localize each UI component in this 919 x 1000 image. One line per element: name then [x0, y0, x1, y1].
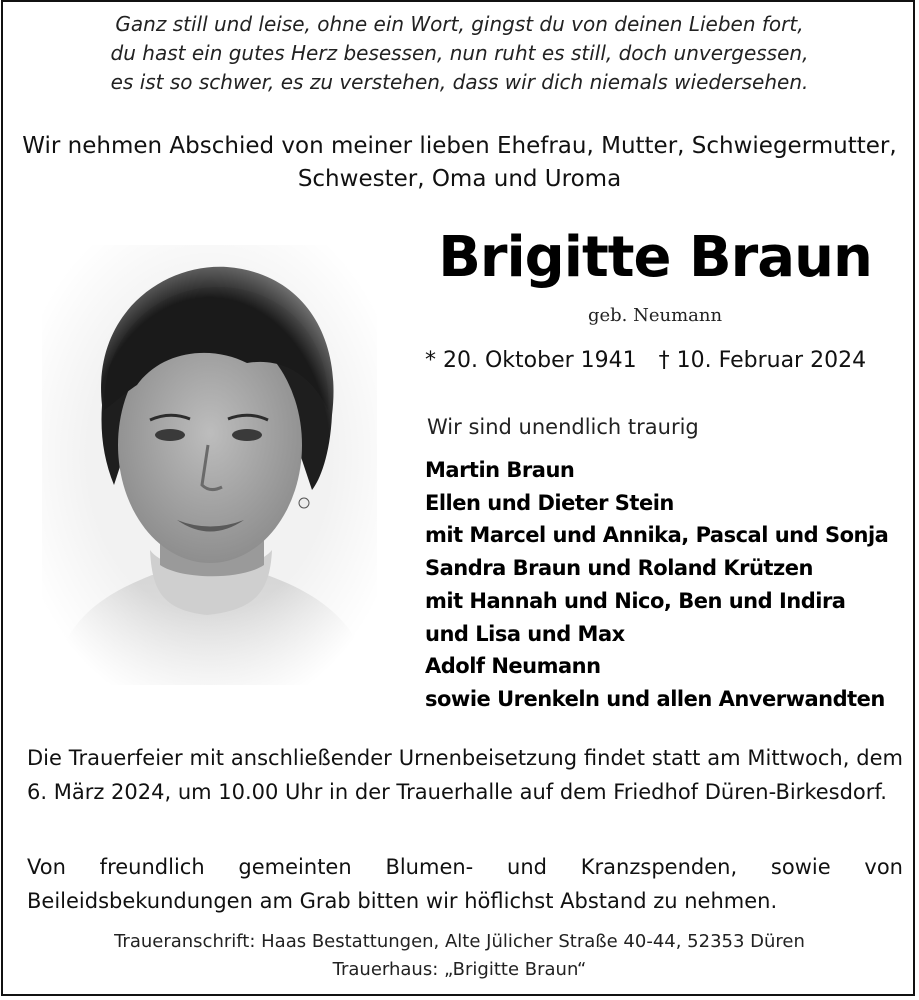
flowers-paragraph: Von freundlich gemeinten Blumen- und Kranzspenden, sowie von Beileidsbekundungen am Grab bitten wir höflichst Abstand zu nehmen. [27, 855, 903, 913]
ceremony-paragraph: Die Trauerfeier mit anschließender Urnenbeisetzung findet statt am Mittwoch, dem 6. März 2024, um 10.00 Uhr in der Trauerhalle auf dem Friedhof Düren-Birkesdorf. [27, 746, 903, 804]
maiden-name: geb. Neumann [587, 305, 723, 326]
life-dates [425, 346, 895, 376]
mourning-house: Trauerhaus: „Brigitte Braun“ [332, 959, 587, 980]
mourner-line: Adolf Neumann [425, 654, 601, 679]
mourner-line: mit Hannah und Nico, Ben und Indira [425, 588, 846, 613]
poem [0, 10, 919, 97]
mourner-line: und Lisa und Max [425, 621, 625, 646]
deceased-name: Brigitte Braun [438, 225, 872, 290]
poem-line-1: Ganz still und leise, ohne ein Wort, gingst du von deinen Lieben fort, [115, 12, 804, 36]
mourner-line: sowie Urenkeln und allen Anverwandten [425, 686, 885, 711]
farewell-intro-line-2: Schwester, Oma und Uroma [297, 166, 622, 192]
mourner-line: Martin Braun [425, 458, 575, 482]
mourner-line: mit Marcel und Annika, Pascal und Sonja [425, 523, 889, 548]
mourner-line: Ellen und Dieter Stein [425, 490, 674, 515]
mourner-line: Sandra Braun und Roland Krützen [425, 556, 813, 581]
mourning-intro: Wir sind unendlich traurig [427, 415, 699, 439]
farewell-intro-line-1: Wir nehmen Abschied von meiner lieben Ehefrau, Mutter, Schwiegermutter, [22, 133, 897, 159]
death-date: † 10. Februar 2024 [658, 348, 867, 373]
birth-date: * 20. Oktober 1941 [425, 348, 637, 373]
portrait-photo [42, 245, 377, 685]
mourning-address: Traueranschrift: Haas Bestattungen, Alte Jülicher Straße 40-44, 52353 Düren [114, 931, 805, 952]
mourners-list [425, 454, 888, 716]
poem-line-3: es ist so schwer, es zu verstehen, dass wir dich niemals wiedersehen. [110, 70, 809, 94]
farewell-intro [0, 130, 919, 196]
poem-line-2: du hast ein gutes Herz besessen, nun ruht es still, doch unvergessen, [110, 41, 809, 65]
address-block [0, 928, 919, 984]
